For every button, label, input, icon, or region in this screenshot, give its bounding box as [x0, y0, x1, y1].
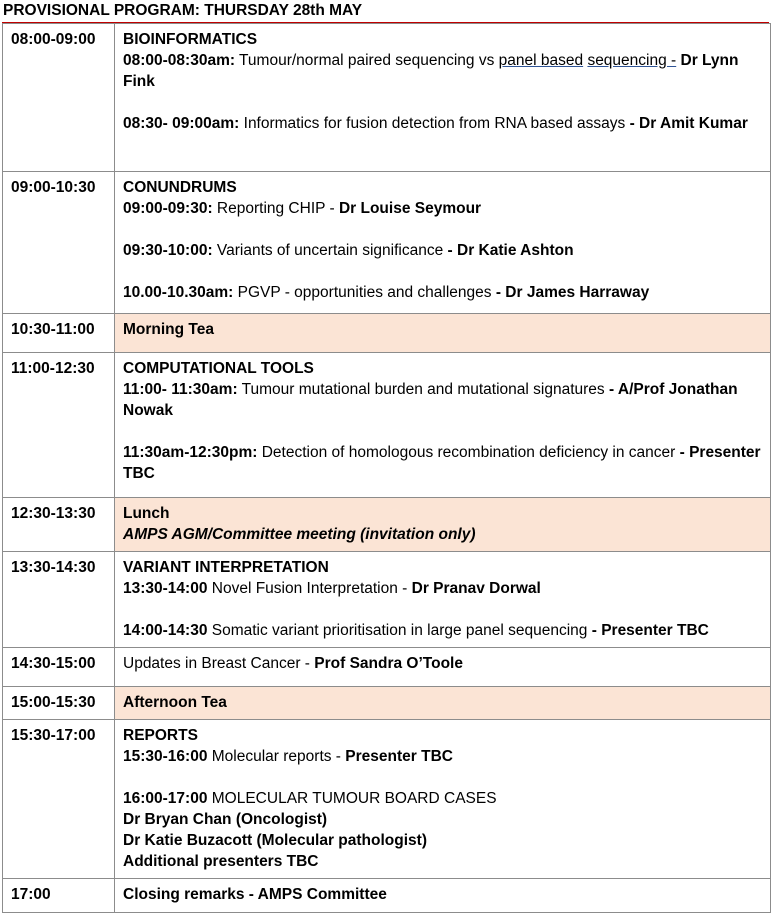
program-table [2, 23, 771, 913]
break-cell [115, 687, 771, 720]
talk-time: 09:00-09:30: [123, 200, 213, 217]
talk [123, 578, 762, 599]
talk-speaker: - Dr Katie Ashton [443, 242, 574, 259]
talk-speaker: Dr Louise Seymour [338, 200, 482, 217]
table-row [3, 648, 771, 687]
talk-topic: Tumour/normal paired sequencing vs [235, 52, 499, 69]
break-cell [115, 314, 771, 353]
talk-topic: MOLECULAR TUMOUR BOARD CASES [207, 790, 497, 807]
talk-topic: Updates in Breast Cancer - [123, 655, 315, 672]
talk-topic-underlined: panel based [498, 52, 584, 69]
talk-time: 16:00-17:00 [123, 790, 208, 807]
talk-topic: Detection of homologous recombination deficiency in cancer [257, 444, 676, 461]
talk-speaker: - Dr Amit Kumar [625, 115, 748, 132]
session-time: 08:00-09:00 [3, 24, 115, 172]
talk-time: 08:00-08:30am: [123, 52, 236, 69]
talk-speaker: Prof Sandra O’Toole [314, 655, 463, 672]
talk-topic: Tumour mutational burden and mutational signatures [237, 381, 605, 398]
presenter: Dr Bryan Chan (Oncologist) [123, 811, 328, 828]
talk-speaker: - Presenter TBC [123, 444, 761, 482]
presenter: Additional presenters TBC [123, 853, 319, 870]
break-label: Morning Tea [123, 321, 214, 338]
talk-topic: Informatics for fusion detection from RNA based assays [239, 115, 626, 132]
talk [123, 442, 762, 484]
table-row [3, 720, 771, 879]
talk-topic: Novel Fusion Interpretation - [207, 580, 412, 597]
table-row [3, 24, 771, 172]
session-details [115, 24, 771, 172]
talk [123, 198, 762, 219]
talk-speaker: - A/Prof Jonathan Nowak [123, 381, 738, 419]
table-row [3, 314, 771, 353]
talk [123, 240, 762, 261]
talk-topic: Molecular reports - [207, 748, 346, 765]
session-time: 09:00-10:30 [3, 172, 115, 314]
session-details [115, 648, 771, 687]
break-note: AMPS AGM/Committee meeting (invitation only) [123, 526, 476, 543]
table-row [3, 172, 771, 314]
talk-time: 11:30am-12:30pm: [123, 444, 258, 461]
talk-time: 11:00- 11:30am: [123, 381, 238, 398]
talk-topic: Somatic variant prioritisation in large panel sequencing [207, 622, 588, 639]
talk-speaker: Presenter TBC [345, 748, 453, 765]
talk [123, 113, 762, 134]
session-time: 10:30-11:00 [3, 314, 115, 353]
break-cell [115, 498, 771, 552]
session-details [115, 353, 771, 498]
session-time: 15:00-15:30 [3, 687, 115, 720]
talk [123, 746, 762, 767]
break-label: Lunch [123, 505, 170, 522]
session-time: 14:30-15:00 [3, 648, 115, 687]
talk-speaker: - Presenter TBC [587, 622, 709, 639]
talk-topic-underlined: sequencing - [587, 52, 677, 69]
talk [123, 282, 762, 303]
session-time: 13:30-14:30 [3, 552, 115, 648]
presenter: Dr Katie Buzacott (Molecular pathologist) [123, 832, 427, 849]
talk [123, 620, 762, 641]
talk-time: 10.00-10.30am: [123, 284, 234, 301]
session-heading: COMPUTATIONAL TOOLS [123, 360, 314, 377]
table-row [3, 552, 771, 648]
talk-time: 08:30- 09:00am: [123, 115, 240, 132]
talk-topic: PGVP - opportunities and challenges [233, 284, 492, 301]
table-row [3, 353, 771, 498]
session-heading: VARIANT INTERPRETATION [123, 559, 329, 576]
talk-topic: Reporting CHIP - [212, 200, 339, 217]
talk-speaker: Dr Lynn Fink [123, 52, 739, 90]
session-details [115, 720, 771, 879]
talk [123, 788, 762, 809]
session-time: 15:30-17:00 [3, 720, 115, 879]
talk-time: 14:00-14:30 [123, 622, 208, 639]
table-row [3, 687, 771, 720]
talk [123, 653, 762, 674]
session-heading: CONUNDRUMS [123, 179, 237, 196]
session-heading: BIOINFORMATICS [123, 31, 258, 48]
session-details [115, 879, 771, 913]
talk-speaker: Dr Pranav Dorwal [411, 580, 541, 597]
session-time: 17:00 [3, 879, 115, 913]
talk [123, 50, 762, 92]
table-row [3, 498, 771, 552]
session-details [115, 172, 771, 314]
talk [123, 379, 762, 421]
break-label: Afternoon Tea [123, 694, 227, 711]
talk-speaker: - Dr James Harraway [491, 284, 650, 301]
session-time: 11:00-12:30 [3, 353, 115, 498]
session-heading: REPORTS [123, 727, 198, 744]
talk-time: 13:30-14:00 [123, 580, 208, 597]
session-time: 12:30-13:30 [3, 498, 115, 552]
talk-time: 15:30-16:00 [123, 748, 208, 765]
talk-time: 09:30-10:00: [123, 242, 213, 259]
session-details [115, 552, 771, 648]
table-row [3, 879, 771, 913]
talk-topic: Variants of uncertain significance [212, 242, 444, 259]
closing-remarks: Closing remarks - AMPS Committee [123, 886, 387, 903]
page-title: PROVISIONAL PROGRAM: THURSDAY 28th MAY [3, 2, 363, 19]
